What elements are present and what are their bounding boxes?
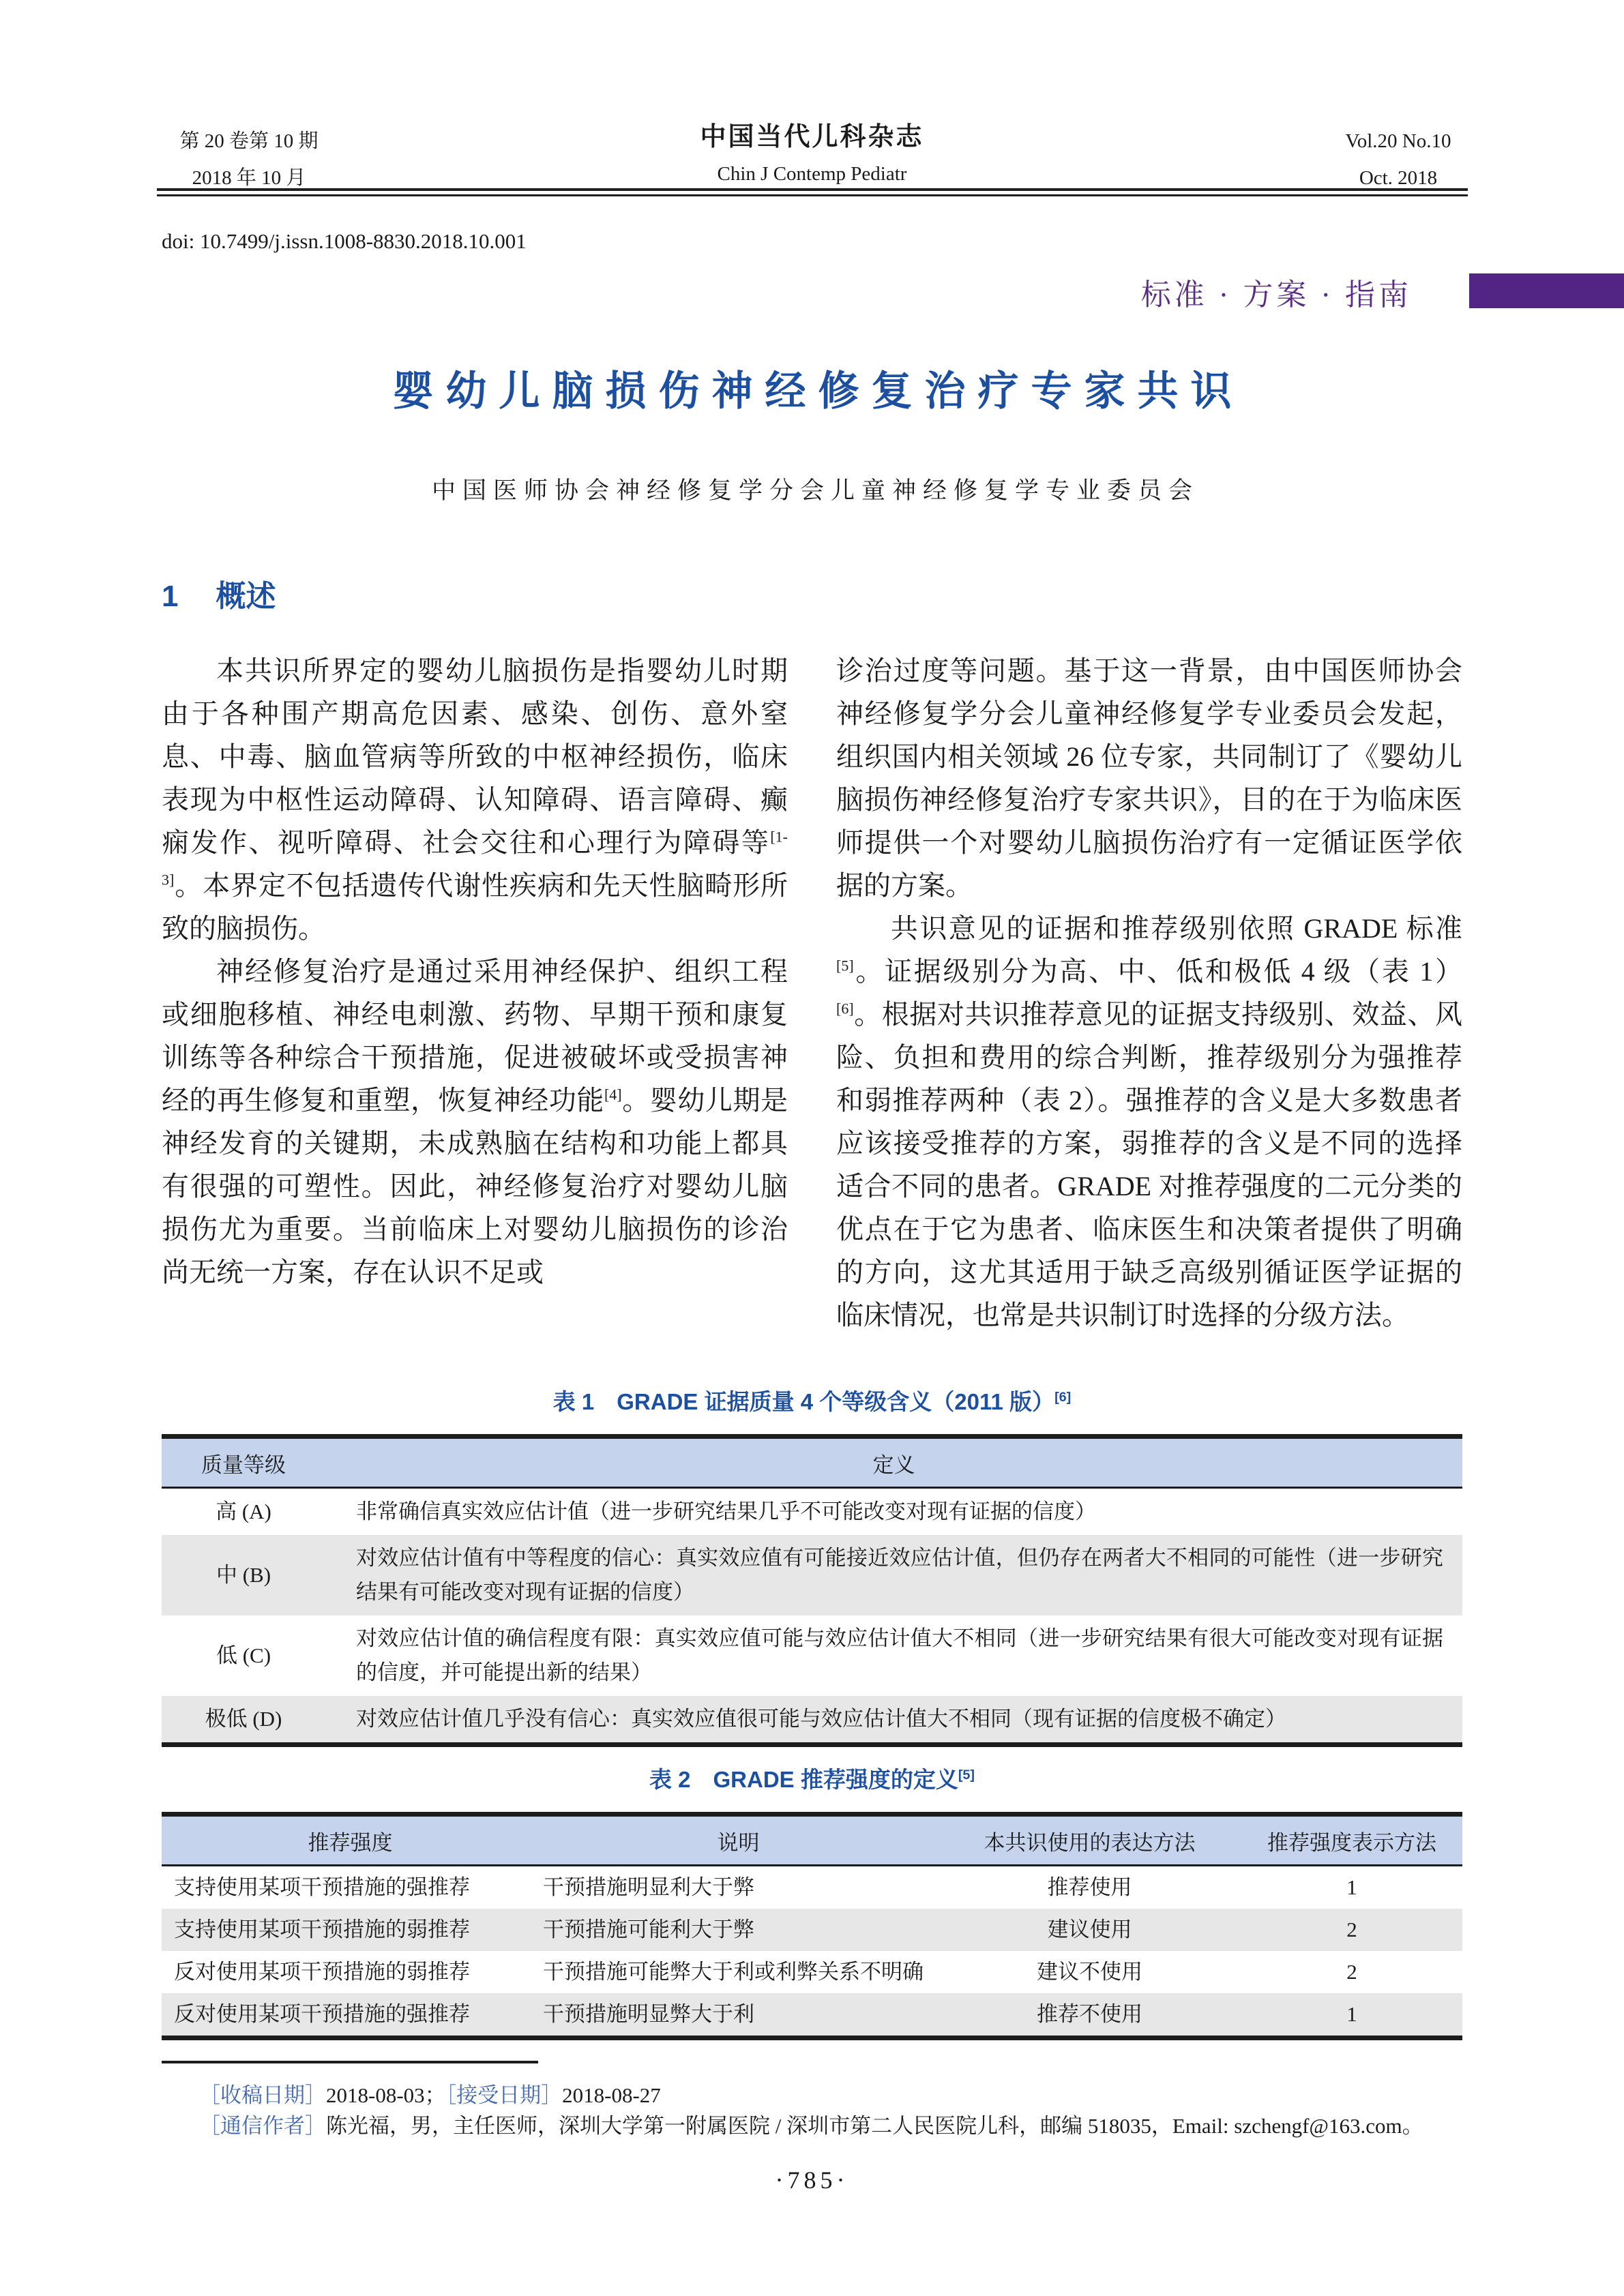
citation-ref: [6]	[836, 1000, 854, 1017]
page-number: ·785·	[775, 2166, 849, 2194]
table-2-header-note: 说明	[539, 1815, 938, 1866]
grade-cell: 高 (A)	[216, 1500, 271, 1523]
grade-cell: 低 (C)	[216, 1643, 271, 1667]
table-row	[162, 1615, 1462, 1696]
paragraph-text: 。本界定不包括遗传代谢性疾病和先天性脑畸形所致的脑损伤。	[162, 870, 788, 944]
section-1-number: 1	[162, 580, 179, 613]
article-committee: 中国医师协会神经修复学分会儿童神经修复学专业委员会	[431, 477, 1199, 504]
journal-date-cn: 2018 年 10 月	[192, 167, 306, 189]
table-1-header-grade: 质量等级	[162, 1437, 325, 1488]
note-cell: 干预措施明显利大于弊	[543, 1875, 754, 1899]
paragraph-text: 本共识所界定的婴幼儿脑损伤是指婴幼儿时期由于各种围产期高危因素、感染、创伤、意外窒息、中毒、脑血管病等所致的中枢神经损伤，临床表现为中枢性运动障碍、认知障碍、语言障碍、癫痫发作、视听障碍、社会交往和心理行为障碍等	[162, 655, 788, 858]
paragraph-text: 神经修复治疗是通过采用神经保护、组织工程或细胞移植、神经电刺激、药物、早期干预和康复训练等各种综合干预措施，促进被破坏或受损害神经的再生修复和重塑，恢复神经功能	[162, 956, 788, 1116]
journal-volume-issue-cn: 第 20 卷第 10 期	[179, 130, 319, 152]
definition-cell: 对效应估计值的确信程度有限：真实效应值可能与效应估计值大不相同（进一步研究结果有很大可能改变对现有证据的信度，并可能提出新的结果）	[356, 1626, 1443, 1684]
table-1-header-definition: 定义	[325, 1437, 1462, 1488]
table-2-header-code: 推荐强度表示方法	[1241, 1815, 1462, 1866]
code-cell: 1	[1346, 2002, 1357, 2026]
journal-volume-issue-en: Vol.20 No.10	[1345, 130, 1451, 152]
table-1-title	[162, 1384, 1462, 1416]
journal-name-en: Chin J Contemp Pediatr	[717, 163, 907, 185]
expression-cell: 推荐不使用	[1037, 2002, 1142, 2026]
table-1	[162, 1434, 1462, 1747]
paragraph	[836, 649, 1462, 907]
received-date-label: ［收稿日期］	[199, 2083, 326, 2107]
definition-cell: 非常确信真实效应估计值（进一步研究结果几乎不可能改变对现有证据的信度）	[356, 1500, 1096, 1523]
section-banner-label: 标准 · 方案 · 指南	[1140, 278, 1412, 312]
paragraph-text: 。婴幼儿期是神经发育的关键期，未成熟脑在结构和功能上都具有很强的可塑性。因此，神经修复治疗对婴幼儿脑损伤尤为重要。当前临床上对婴幼儿脑损伤的诊治尚无统一方案，存在认识不足或	[162, 1085, 788, 1287]
table-1-block	[162, 1384, 1462, 1747]
table-row	[162, 1696, 1462, 1745]
accepted-date-label: ［接受日期］	[445, 2083, 563, 2107]
paragraph	[162, 649, 788, 950]
section-1-title: 概述	[216, 580, 276, 613]
corresponding-author-value: 陈光福，男，主任医师，深圳大学第一附属医院 / 深圳市第二人民医院儿科，邮编 518035，Email: szchengf@163.com。	[326, 2114, 1423, 2138]
table-row	[162, 1488, 1462, 1536]
code-cell: 2	[1346, 1918, 1357, 1941]
table-2	[162, 1812, 1462, 2040]
citation-ref: [5]	[836, 957, 854, 974]
footnotes	[162, 2080, 1471, 2141]
journal-volume-info-en	[1313, 123, 1483, 196]
journal-date-en: Oct. 2018	[1359, 167, 1438, 189]
table-row	[162, 1535, 1462, 1615]
table-1-title-text: 表 1 GRADE 证据质量 4 个等级含义（2011 版）	[552, 1389, 1055, 1414]
note-cell: 干预措施明显弊大于利	[543, 2002, 754, 2026]
note-cell: 干预措施可能弊大于利或利弊关系不明确	[543, 1960, 924, 1984]
doi-line: doi: 10.7499/j.issn.1008-8830.2018.10.001	[162, 229, 527, 253]
section-1-heading	[162, 577, 788, 616]
received-date-value: 2018-08-03；	[326, 2083, 446, 2107]
table-row	[162, 1951, 1462, 1993]
paragraph-text: 。证据级别分为高、中、低和极低 4 级（表 1）	[853, 956, 1462, 987]
journal-name-cn: 中国当代儿科杂志	[700, 123, 924, 151]
citation-ref: [1-3]	[162, 828, 788, 889]
section-banner-block	[1469, 273, 1624, 308]
paragraph-text: 共识意见的证据和推荐级别依照 GRADE 标准	[891, 913, 1462, 944]
expression-cell: 建议使用	[1047, 1918, 1132, 1941]
table-2-block	[162, 1762, 1462, 2040]
table-row	[162, 1993, 1462, 2038]
table-2-header-row	[162, 1815, 1462, 1866]
accepted-date-value: 2018-08-27	[562, 2083, 661, 2107]
table-2-header-strength: 推荐强度	[162, 1815, 539, 1866]
left-column	[162, 577, 788, 1294]
table-2-title-text: 表 2 GRADE 推荐强度的定义	[649, 1767, 958, 1792]
strength-cell: 支持使用某项干预措施的弱推荐	[174, 1918, 470, 1941]
table-1-header-row	[162, 1437, 1462, 1488]
citation-ref: [5]	[958, 1768, 975, 1783]
table-row	[162, 1909, 1462, 1951]
corresponding-author-label: ［通信作者］	[199, 2114, 326, 2138]
right-column	[836, 649, 1462, 1337]
expression-cell: 推荐使用	[1047, 1875, 1132, 1899]
footnote-dates	[162, 2080, 1471, 2111]
paragraph-text: 诊治过度等问题。基于这一背景，由中国医师协会神经修复学分会儿童神经修复学专业委员会发起，组织国内相关领域 26 位专家，共同制订了《婴幼儿脑损伤神经修复治疗专家共识》，目的在于为临床医师提供一个对婴幼儿脑损伤治疗有一定循证医学依据的方案。	[836, 655, 1462, 901]
table-2-header-expression: 本共识使用的表达方法	[938, 1815, 1241, 1866]
footnote-rule	[162, 2061, 538, 2063]
grade-cell: 中 (B)	[216, 1563, 271, 1587]
strength-cell: 支持使用某项干预措施的强推荐	[174, 1875, 470, 1899]
citation-ref: [4]	[604, 1086, 622, 1103]
note-cell: 干预措施可能利大于弊	[543, 1918, 754, 1941]
expression-cell: 建议不使用	[1037, 1960, 1142, 1984]
article-title: 婴幼儿脑损伤神经修复治疗专家共识	[392, 369, 1244, 414]
citation-ref: [6]	[1054, 1390, 1072, 1405]
definition-cell: 对效应估计值有中等程度的信心：真实效应值有可能接近效应估计值，但仍存在两者大不相同的可能性（进一步研究结果有可能改变对现有证据的信度）	[356, 1546, 1443, 1604]
strength-cell: 反对使用某项干预措施的强推荐	[174, 2002, 470, 2026]
strength-cell: 反对使用某项干预措施的弱推荐	[174, 1960, 470, 1984]
footnote-corresponding-author	[162, 2111, 1471, 2141]
table-2-title	[162, 1762, 1462, 1794]
code-cell: 1	[1346, 1875, 1357, 1899]
table-row	[162, 1866, 1462, 1909]
paragraph-text: 。根据对共识推荐意见的证据支持级别、效益、风险、负担和费用的综合判断，推荐级别分为强推荐和弱推荐两种（表 2）。强推荐的含义是大多数患者应该接受推荐的方案，弱推荐的含义是不同的选择适合不同的患者。GRADE 对推荐强度的二元分类的优点在于它为患者、临床医生和决策者提供了明确的方向，这尤其适用于缺乏高级别循证医学证据的临床情况，也常是共识制订时选择的分级方法。	[836, 999, 1462, 1330]
grade-cell: 极低 (D)	[205, 1707, 282, 1731]
code-cell: 2	[1346, 1960, 1357, 1984]
paragraph	[162, 950, 788, 1294]
paragraph	[836, 907, 1462, 1337]
definition-cell: 对效应估计值几乎没有信心：真实效应值很可能与效应估计值大不相同（现有证据的信度极不确定）	[356, 1707, 1286, 1731]
header-double-rule	[157, 188, 1468, 196]
